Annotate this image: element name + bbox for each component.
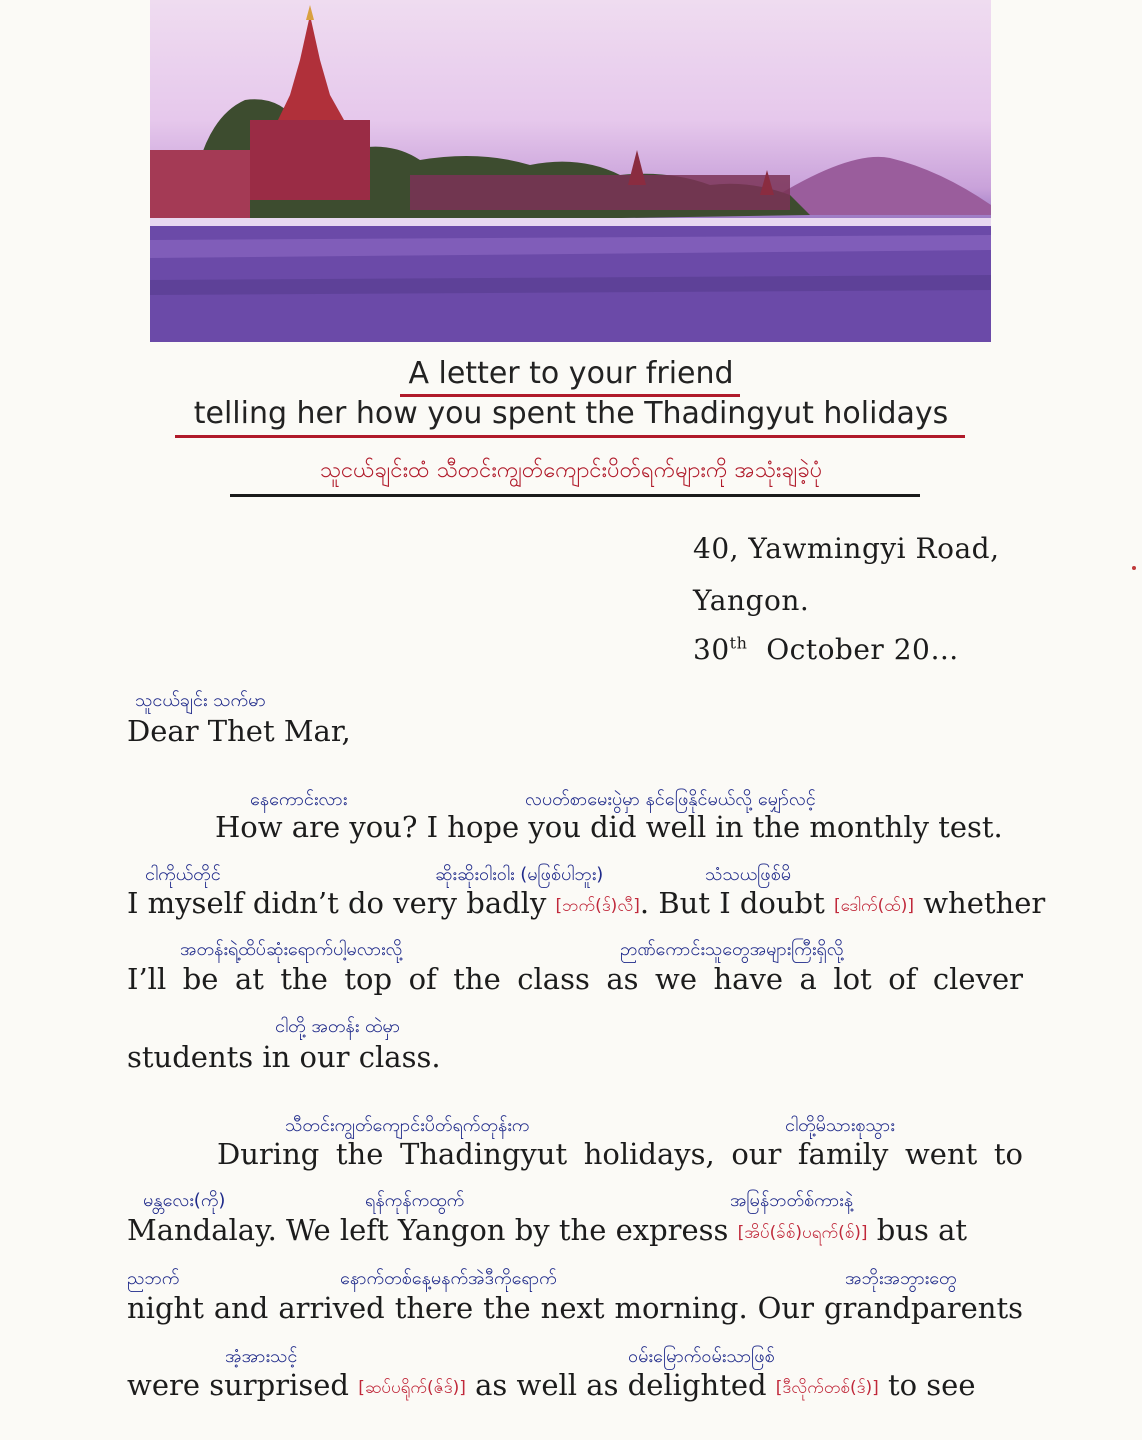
p1-gloss-3a: အတန်းရဲ့ထိပ်ဆုံးရောက်ပါ့မလားလို့ — [180, 939, 403, 960]
p2-line-4 — [127, 1368, 1023, 1402]
heading-line-3-underline — [230, 494, 920, 497]
palace-moat-photo — [150, 0, 991, 342]
p1-gloss-1a: နေကောင်းလား — [250, 789, 348, 810]
p2-gloss-1b: ငါတို့မိသားစုသွား — [785, 1115, 895, 1136]
p2-line-2 — [127, 1213, 1023, 1247]
p1-line-2-text-a: I myself didn’t do very badly — [127, 886, 547, 920]
margin-dot — [1132, 566, 1136, 570]
p2-gloss-3c: အဘိုးအဘွားတွေ — [845, 1268, 957, 1289]
p2-pron-delighted: [ဒီလိုက်တစ်(ဒ်)] — [775, 1378, 879, 1398]
p2-gloss-3b: နောက်တစ်နေ့မနက်အဲဒီကိုရောက် — [340, 1268, 557, 1289]
heading-line-3-burmese: သူငယ်ချင်းထံ သီတင်းကျွတ်ကျောင်းပိတ်ရက်များကို အသုံးချခဲ့ပုံ — [319, 458, 823, 483]
salutation: Dear Thet Mar, — [127, 714, 351, 748]
date-suffix: th — [729, 633, 748, 653]
salutation-gloss: သူငယ်ချင်း သက်မာ — [135, 690, 266, 711]
p2-line-4-text-a: were surprised — [127, 1368, 349, 1402]
address-city: Yangon. — [693, 584, 810, 617]
p2-gloss-3a: ညဘက် — [127, 1268, 180, 1289]
p1-gloss-1b: လပတ်စာမေးပွဲမှာ နင်ဖြေနိုင်မယ်လို့ မျှော်လင့် — [525, 789, 816, 810]
p2-line-4-text-b: as well as delighted — [475, 1368, 767, 1402]
date-rest: October 20… — [766, 633, 959, 666]
p2-gloss-2a: မန္တလေး(ကို) — [143, 1190, 226, 1211]
p1-line-2-text-b: . But I doubt — [639, 886, 825, 920]
p2-line-2-text-a: Mandalay. We left Yangon by the express — [127, 1213, 729, 1247]
p1-line-1: How are you? I hope you did well in the monthly test. — [215, 810, 1003, 844]
p2-line-2-text-b: bus at — [876, 1213, 968, 1247]
p1-line-2-text-c: whether — [923, 886, 1046, 920]
p2-gloss-4a: အံ့အားသင့် — [225, 1346, 298, 1367]
p2-line-3: night and arrived there the next morning. Our grandparents — [127, 1291, 1023, 1325]
p2-gloss-2c: အမြန်ဘတ်စ်ကားနဲ့ — [730, 1190, 854, 1211]
p1-gloss-2c: သံသယဖြစ်မိ — [705, 864, 791, 885]
p1-gloss-2a: ငါကိုယ်တိုင် — [145, 864, 221, 885]
p2-line-1: During the Thadingyut holidays, our family went to — [217, 1137, 1023, 1171]
p1-line-3: I’ll be at the top of the class as we have a lot of clever — [127, 962, 1023, 996]
p1-pron-badly: [ဘက်(ဒ်)လီ] — [555, 896, 640, 916]
p1-gloss-2b: ဆိုးဆိုးဝါးဝါး (မဖြစ်ပါဘူး) — [435, 864, 604, 885]
heading-line-1: A letter to your friend — [408, 356, 734, 391]
p1-line-2 — [127, 886, 1046, 920]
p1-gloss-4a: ငါတို့ အတန်း ထဲမှာ — [275, 1016, 401, 1037]
p2-gloss-4b: ဝမ်းမြောက်ဝမ်းသာဖြစ် — [628, 1346, 775, 1367]
heading-line-2: telling her how you spent the Thadingyut holidays — [193, 396, 949, 431]
p2-pron-surprised: [ဆပ်ပရိုက်(ဇ်ဒ်)] — [358, 1378, 466, 1398]
date-day: 30 — [693, 633, 730, 666]
p1-gloss-3b: ဉာဏ်ကောင်းသူတွေအများကြီးရှိလို့ — [620, 939, 844, 960]
p2-gloss-1a: သီတင်းကျွတ်ကျောင်းပိတ်ရက်တုန်းက — [285, 1115, 530, 1136]
p2-line-4-text-c: to see — [887, 1368, 976, 1402]
p2-gloss-2b: ရန်ကုန်ကထွက် — [365, 1190, 465, 1211]
address-street: 40, Yawmingyi Road, — [693, 532, 1000, 565]
letter-date — [693, 633, 959, 666]
p1-line-4: students in our class. — [127, 1040, 441, 1074]
p2-pron-express: [အိပ်(ခ်စ်)ပရက်(စ်)] — [737, 1223, 868, 1243]
p1-pron-doubt: [ဒေါက်(ထ်)] — [834, 896, 914, 916]
heading-line-2-underline — [175, 435, 965, 438]
